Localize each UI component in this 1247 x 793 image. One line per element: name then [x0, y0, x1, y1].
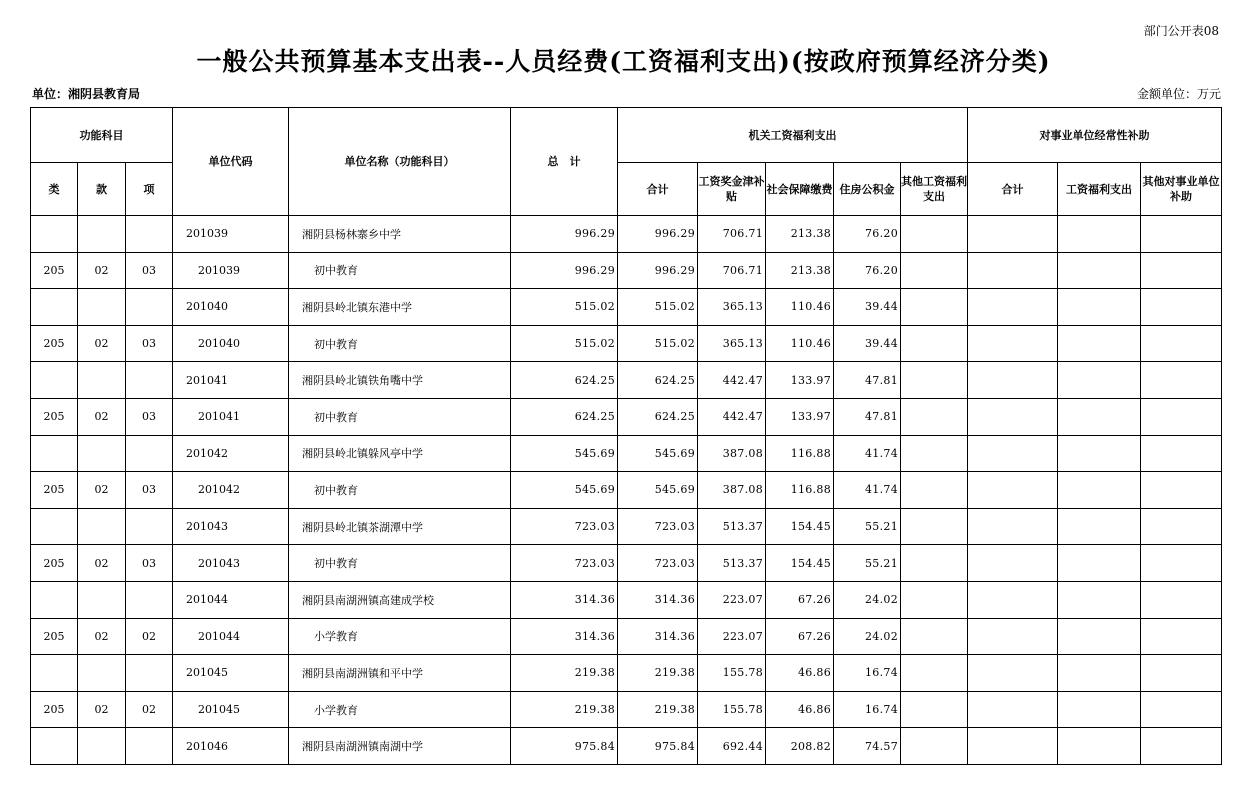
cell-housing: 41.74	[834, 472, 901, 509]
cell-lei	[31, 728, 78, 765]
table-row	[31, 472, 1222, 509]
cell-pub-wage	[1058, 362, 1141, 399]
cell-lei: 205	[31, 691, 78, 728]
cell-pub-wage	[1058, 398, 1141, 435]
cell-xiang	[126, 508, 173, 545]
cell-social: 208.82	[766, 728, 834, 765]
cell-pub-other	[1141, 325, 1222, 362]
table-row	[31, 362, 1222, 399]
cell-pub-wage	[1058, 435, 1141, 472]
cell-other-wage	[901, 289, 968, 326]
cell-unit-name: 湘阴县南湖洲镇高建成学校	[289, 581, 511, 618]
cell-lei: 205	[31, 472, 78, 509]
cell-xiang	[126, 581, 173, 618]
cell-org-total: 219.38	[618, 655, 698, 692]
cell-social: 154.45	[766, 508, 834, 545]
cell-housing: 47.81	[834, 398, 901, 435]
cell-unit-name: 湘阴县岭北镇铁角嘴中学	[289, 362, 511, 399]
cell-unit-name: 初中教育	[289, 252, 511, 289]
cell-other-wage	[901, 581, 968, 618]
header-pub-wage: 工资福利支出	[1058, 163, 1141, 216]
header-other-wage: 其他工资福利支出	[901, 163, 968, 216]
cell-unit-code: 201040	[173, 289, 289, 326]
table-row	[31, 618, 1222, 655]
cell-pub-total	[968, 618, 1058, 655]
cell-social: 133.97	[766, 362, 834, 399]
cell-total: 545.69	[511, 472, 618, 509]
table-row	[31, 728, 1222, 765]
cell-pub-other	[1141, 545, 1222, 582]
cell-unit-code: 201043	[173, 508, 289, 545]
cell-xiang	[126, 362, 173, 399]
header-org-total: 合计	[618, 163, 698, 216]
cell-wage: 442.47	[698, 362, 766, 399]
cell-lei: 205	[31, 252, 78, 289]
header-wage: 工资奖金津补贴	[698, 163, 766, 216]
cell-pub-wage	[1058, 728, 1141, 765]
table-row	[31, 435, 1222, 472]
table-row	[31, 691, 1222, 728]
cell-total: 314.36	[511, 581, 618, 618]
cell-unit-code: 201040	[173, 325, 289, 362]
cell-xiang: 03	[126, 252, 173, 289]
cell-unit-code: 201039	[173, 216, 289, 253]
cell-social: 154.45	[766, 545, 834, 582]
cell-unit-name: 湘阴县岭北镇躲风亭中学	[289, 435, 511, 472]
cell-lei: 205	[31, 545, 78, 582]
cell-unit-name: 初中教育	[289, 398, 511, 435]
cell-wage: 513.37	[698, 545, 766, 582]
cell-pub-other	[1141, 728, 1222, 765]
cell-org-total: 996.29	[618, 216, 698, 253]
table-row	[31, 581, 1222, 618]
cell-other-wage	[901, 655, 968, 692]
cell-org-total: 314.36	[618, 581, 698, 618]
header-pub-group: 对事业单位经常性补助	[968, 108, 1222, 163]
cell-lei	[31, 289, 78, 326]
cell-other-wage	[901, 325, 968, 362]
cell-pub-total	[968, 435, 1058, 472]
cell-org-total: 545.69	[618, 472, 698, 509]
cell-total: 515.02	[511, 325, 618, 362]
cell-unit-name: 湘阴县岭北镇东港中学	[289, 289, 511, 326]
table-row	[31, 398, 1222, 435]
cell-pub-total	[968, 728, 1058, 765]
header-pub-total: 合计	[968, 163, 1058, 216]
table-row	[31, 545, 1222, 582]
header-unit-code: 单位代码	[173, 108, 289, 216]
cell-wage: 692.44	[698, 728, 766, 765]
cell-unit-name: 初中教育	[289, 545, 511, 582]
cell-other-wage	[901, 398, 968, 435]
cell-unit-name: 湘阴县南湖洲镇南湖中学	[289, 728, 511, 765]
header-kuan: 款	[78, 163, 126, 216]
cell-kuan	[78, 435, 126, 472]
cell-xiang	[126, 435, 173, 472]
cell-unit-name: 小学教育	[289, 618, 511, 655]
cell-housing: 76.20	[834, 216, 901, 253]
cell-lei	[31, 435, 78, 472]
cell-lei	[31, 655, 78, 692]
cell-pub-total	[968, 289, 1058, 326]
cell-kuan	[78, 216, 126, 253]
cell-kuan: 02	[78, 398, 126, 435]
cell-pub-wage	[1058, 472, 1141, 509]
cell-kuan	[78, 289, 126, 326]
cell-lei	[31, 216, 78, 253]
cell-org-total: 996.29	[618, 252, 698, 289]
cell-other-wage	[901, 435, 968, 472]
page-title: 一般公共预算基本支出表--人员经费(工资福利支出)(按政府预算经济分类)	[196, 47, 1051, 76]
cell-housing: 24.02	[834, 618, 901, 655]
cell-other-wage	[901, 508, 968, 545]
cell-social: 110.46	[766, 325, 834, 362]
cell-total: 975.84	[511, 728, 618, 765]
cell-pub-total	[968, 581, 1058, 618]
cell-unit-name: 小学教育	[289, 691, 511, 728]
cell-pub-wage	[1058, 325, 1141, 362]
cell-total: 219.38	[511, 691, 618, 728]
cell-pub-total	[968, 508, 1058, 545]
cell-pub-total	[968, 655, 1058, 692]
header-func-group: 功能科目	[31, 108, 173, 163]
cell-unit-name: 湘阴县岭北镇茶湖潭中学	[289, 508, 511, 545]
cell-housing: 41.74	[834, 435, 901, 472]
cell-unit-code: 201041	[173, 398, 289, 435]
cell-org-total: 723.03	[618, 508, 698, 545]
cell-wage: 387.08	[698, 472, 766, 509]
cell-kuan	[78, 508, 126, 545]
cell-kuan: 02	[78, 691, 126, 728]
cell-social: 46.86	[766, 691, 834, 728]
cell-org-total: 515.02	[618, 325, 698, 362]
cell-pub-wage	[1058, 289, 1141, 326]
header-xiang: 项	[126, 163, 173, 216]
cell-lei: 205	[31, 325, 78, 362]
cell-social: 67.26	[766, 618, 834, 655]
cell-wage: 706.71	[698, 216, 766, 253]
cell-kuan: 02	[78, 252, 126, 289]
cell-lei: 205	[31, 618, 78, 655]
cell-total: 996.29	[511, 252, 618, 289]
cell-org-total: 624.25	[618, 398, 698, 435]
cell-total: 996.29	[511, 216, 618, 253]
cell-social: 116.88	[766, 472, 834, 509]
cell-pub-wage	[1058, 545, 1141, 582]
header-org-group: 机关工资福利支出	[618, 108, 968, 163]
table-row	[31, 216, 1222, 253]
cell-pub-total	[968, 216, 1058, 253]
cell-pub-total	[968, 362, 1058, 399]
cell-unit-code: 201039	[173, 252, 289, 289]
cell-other-wage	[901, 728, 968, 765]
header-lei: 类	[31, 163, 78, 216]
cell-wage: 365.13	[698, 325, 766, 362]
unit-label: 单位：湘阴县教育局	[32, 87, 141, 101]
cell-pub-other	[1141, 655, 1222, 692]
cell-social: 67.26	[766, 581, 834, 618]
table-number: 部门公开表08	[1143, 24, 1219, 38]
cell-unit-code: 201041	[173, 362, 289, 399]
cell-xiang: 03	[126, 472, 173, 509]
cell-other-wage	[901, 545, 968, 582]
cell-other-wage	[901, 216, 968, 253]
cell-unit-code: 201042	[173, 435, 289, 472]
cell-other-wage	[901, 691, 968, 728]
table-row	[31, 289, 1222, 326]
table-row	[31, 252, 1222, 289]
cell-xiang: 03	[126, 545, 173, 582]
cell-pub-wage	[1058, 618, 1141, 655]
table-row	[31, 655, 1222, 692]
cell-unit-name: 初中教育	[289, 472, 511, 509]
cell-pub-wage	[1058, 581, 1141, 618]
header-total: 总 计	[511, 108, 618, 216]
cell-social: 116.88	[766, 435, 834, 472]
cell-total: 723.03	[511, 545, 618, 582]
cell-org-total: 219.38	[618, 691, 698, 728]
header-housing: 住房公积金	[834, 163, 901, 216]
cell-kuan: 02	[78, 472, 126, 509]
cell-unit-code: 201044	[173, 618, 289, 655]
cell-total: 515.02	[511, 289, 618, 326]
table-row	[31, 325, 1222, 362]
cell-xiang: 03	[126, 325, 173, 362]
cell-unit-code: 201045	[173, 691, 289, 728]
cell-housing: 47.81	[834, 362, 901, 399]
cell-org-total: 624.25	[618, 362, 698, 399]
cell-other-wage	[901, 618, 968, 655]
header-social: 社会保障缴费	[766, 163, 834, 216]
cell-housing: 76.20	[834, 252, 901, 289]
cell-kuan: 02	[78, 618, 126, 655]
table-row	[31, 508, 1222, 545]
cell-housing: 55.21	[834, 545, 901, 582]
cell-unit-code: 201044	[173, 581, 289, 618]
cell-org-total: 723.03	[618, 545, 698, 582]
cell-pub-total	[968, 398, 1058, 435]
cell-pub-other	[1141, 252, 1222, 289]
cell-wage: 155.78	[698, 655, 766, 692]
cell-unit-code: 201043	[173, 545, 289, 582]
cell-xiang: 02	[126, 618, 173, 655]
cell-social: 213.38	[766, 216, 834, 253]
cell-total: 219.38	[511, 655, 618, 692]
cell-kuan	[78, 362, 126, 399]
cell-total: 624.25	[511, 398, 618, 435]
cell-pub-other	[1141, 581, 1222, 618]
cell-pub-wage	[1058, 508, 1141, 545]
cell-pub-wage	[1058, 252, 1141, 289]
cell-wage: 706.71	[698, 252, 766, 289]
cell-other-wage	[901, 252, 968, 289]
cell-pub-other	[1141, 362, 1222, 399]
cell-total: 723.03	[511, 508, 618, 545]
cell-social: 213.38	[766, 252, 834, 289]
cell-housing: 55.21	[834, 508, 901, 545]
cell-xiang	[126, 216, 173, 253]
cell-kuan	[78, 655, 126, 692]
budget-table	[30, 107, 1222, 765]
cell-pub-other	[1141, 508, 1222, 545]
cell-pub-other	[1141, 435, 1222, 472]
cell-pub-total	[968, 545, 1058, 582]
cell-unit-code: 201046	[173, 728, 289, 765]
cell-unit-code: 201045	[173, 655, 289, 692]
header-unit-name: 单位名称（功能科目）	[289, 108, 511, 216]
cell-unit-name: 初中教育	[289, 325, 511, 362]
cell-pub-other	[1141, 216, 1222, 253]
cell-lei	[31, 508, 78, 545]
cell-housing: 24.02	[834, 581, 901, 618]
cell-kuan: 02	[78, 325, 126, 362]
amount-unit-label: 金额单位：万元	[1136, 87, 1221, 101]
cell-wage: 442.47	[698, 398, 766, 435]
cell-wage: 223.07	[698, 581, 766, 618]
cell-other-wage	[901, 362, 968, 399]
cell-housing: 39.44	[834, 325, 901, 362]
cell-housing: 39.44	[834, 289, 901, 326]
cell-org-total: 515.02	[618, 289, 698, 326]
cell-pub-other	[1141, 691, 1222, 728]
cell-wage: 223.07	[698, 618, 766, 655]
cell-housing: 16.74	[834, 655, 901, 692]
cell-org-total: 314.36	[618, 618, 698, 655]
cell-kuan: 02	[78, 545, 126, 582]
cell-other-wage	[901, 472, 968, 509]
cell-org-total: 975.84	[618, 728, 698, 765]
cell-org-total: 545.69	[618, 435, 698, 472]
cell-kuan	[78, 581, 126, 618]
cell-pub-total	[968, 252, 1058, 289]
header-pub-other: 其他对事业单位补助	[1141, 163, 1222, 216]
cell-lei	[31, 362, 78, 399]
cell-xiang: 03	[126, 398, 173, 435]
cell-pub-total	[968, 691, 1058, 728]
cell-kuan	[78, 728, 126, 765]
cell-housing: 16.74	[834, 691, 901, 728]
cell-xiang: 02	[126, 691, 173, 728]
cell-wage: 365.13	[698, 289, 766, 326]
cell-total: 545.69	[511, 435, 618, 472]
cell-unit-name: 湘阴县杨林寨乡中学	[289, 216, 511, 253]
cell-wage: 155.78	[698, 691, 766, 728]
cell-pub-wage	[1058, 655, 1141, 692]
cell-pub-other	[1141, 618, 1222, 655]
cell-pub-other	[1141, 472, 1222, 509]
cell-social: 46.86	[766, 655, 834, 692]
cell-xiang	[126, 289, 173, 326]
cell-pub-wage	[1058, 691, 1141, 728]
cell-pub-other	[1141, 289, 1222, 326]
cell-social: 110.46	[766, 289, 834, 326]
cell-unit-code: 201042	[173, 472, 289, 509]
cell-wage: 513.37	[698, 508, 766, 545]
cell-xiang	[126, 728, 173, 765]
cell-pub-total	[968, 325, 1058, 362]
cell-social: 133.97	[766, 398, 834, 435]
cell-total: 314.36	[511, 618, 618, 655]
cell-total: 624.25	[511, 362, 618, 399]
cell-pub-wage	[1058, 216, 1141, 253]
cell-xiang	[126, 655, 173, 692]
cell-unit-name: 湘阴县南湖洲镇和平中学	[289, 655, 511, 692]
cell-wage: 387.08	[698, 435, 766, 472]
cell-pub-other	[1141, 398, 1222, 435]
cell-lei: 205	[31, 398, 78, 435]
cell-lei	[31, 581, 78, 618]
cell-pub-total	[968, 472, 1058, 509]
cell-housing: 74.57	[834, 728, 901, 765]
